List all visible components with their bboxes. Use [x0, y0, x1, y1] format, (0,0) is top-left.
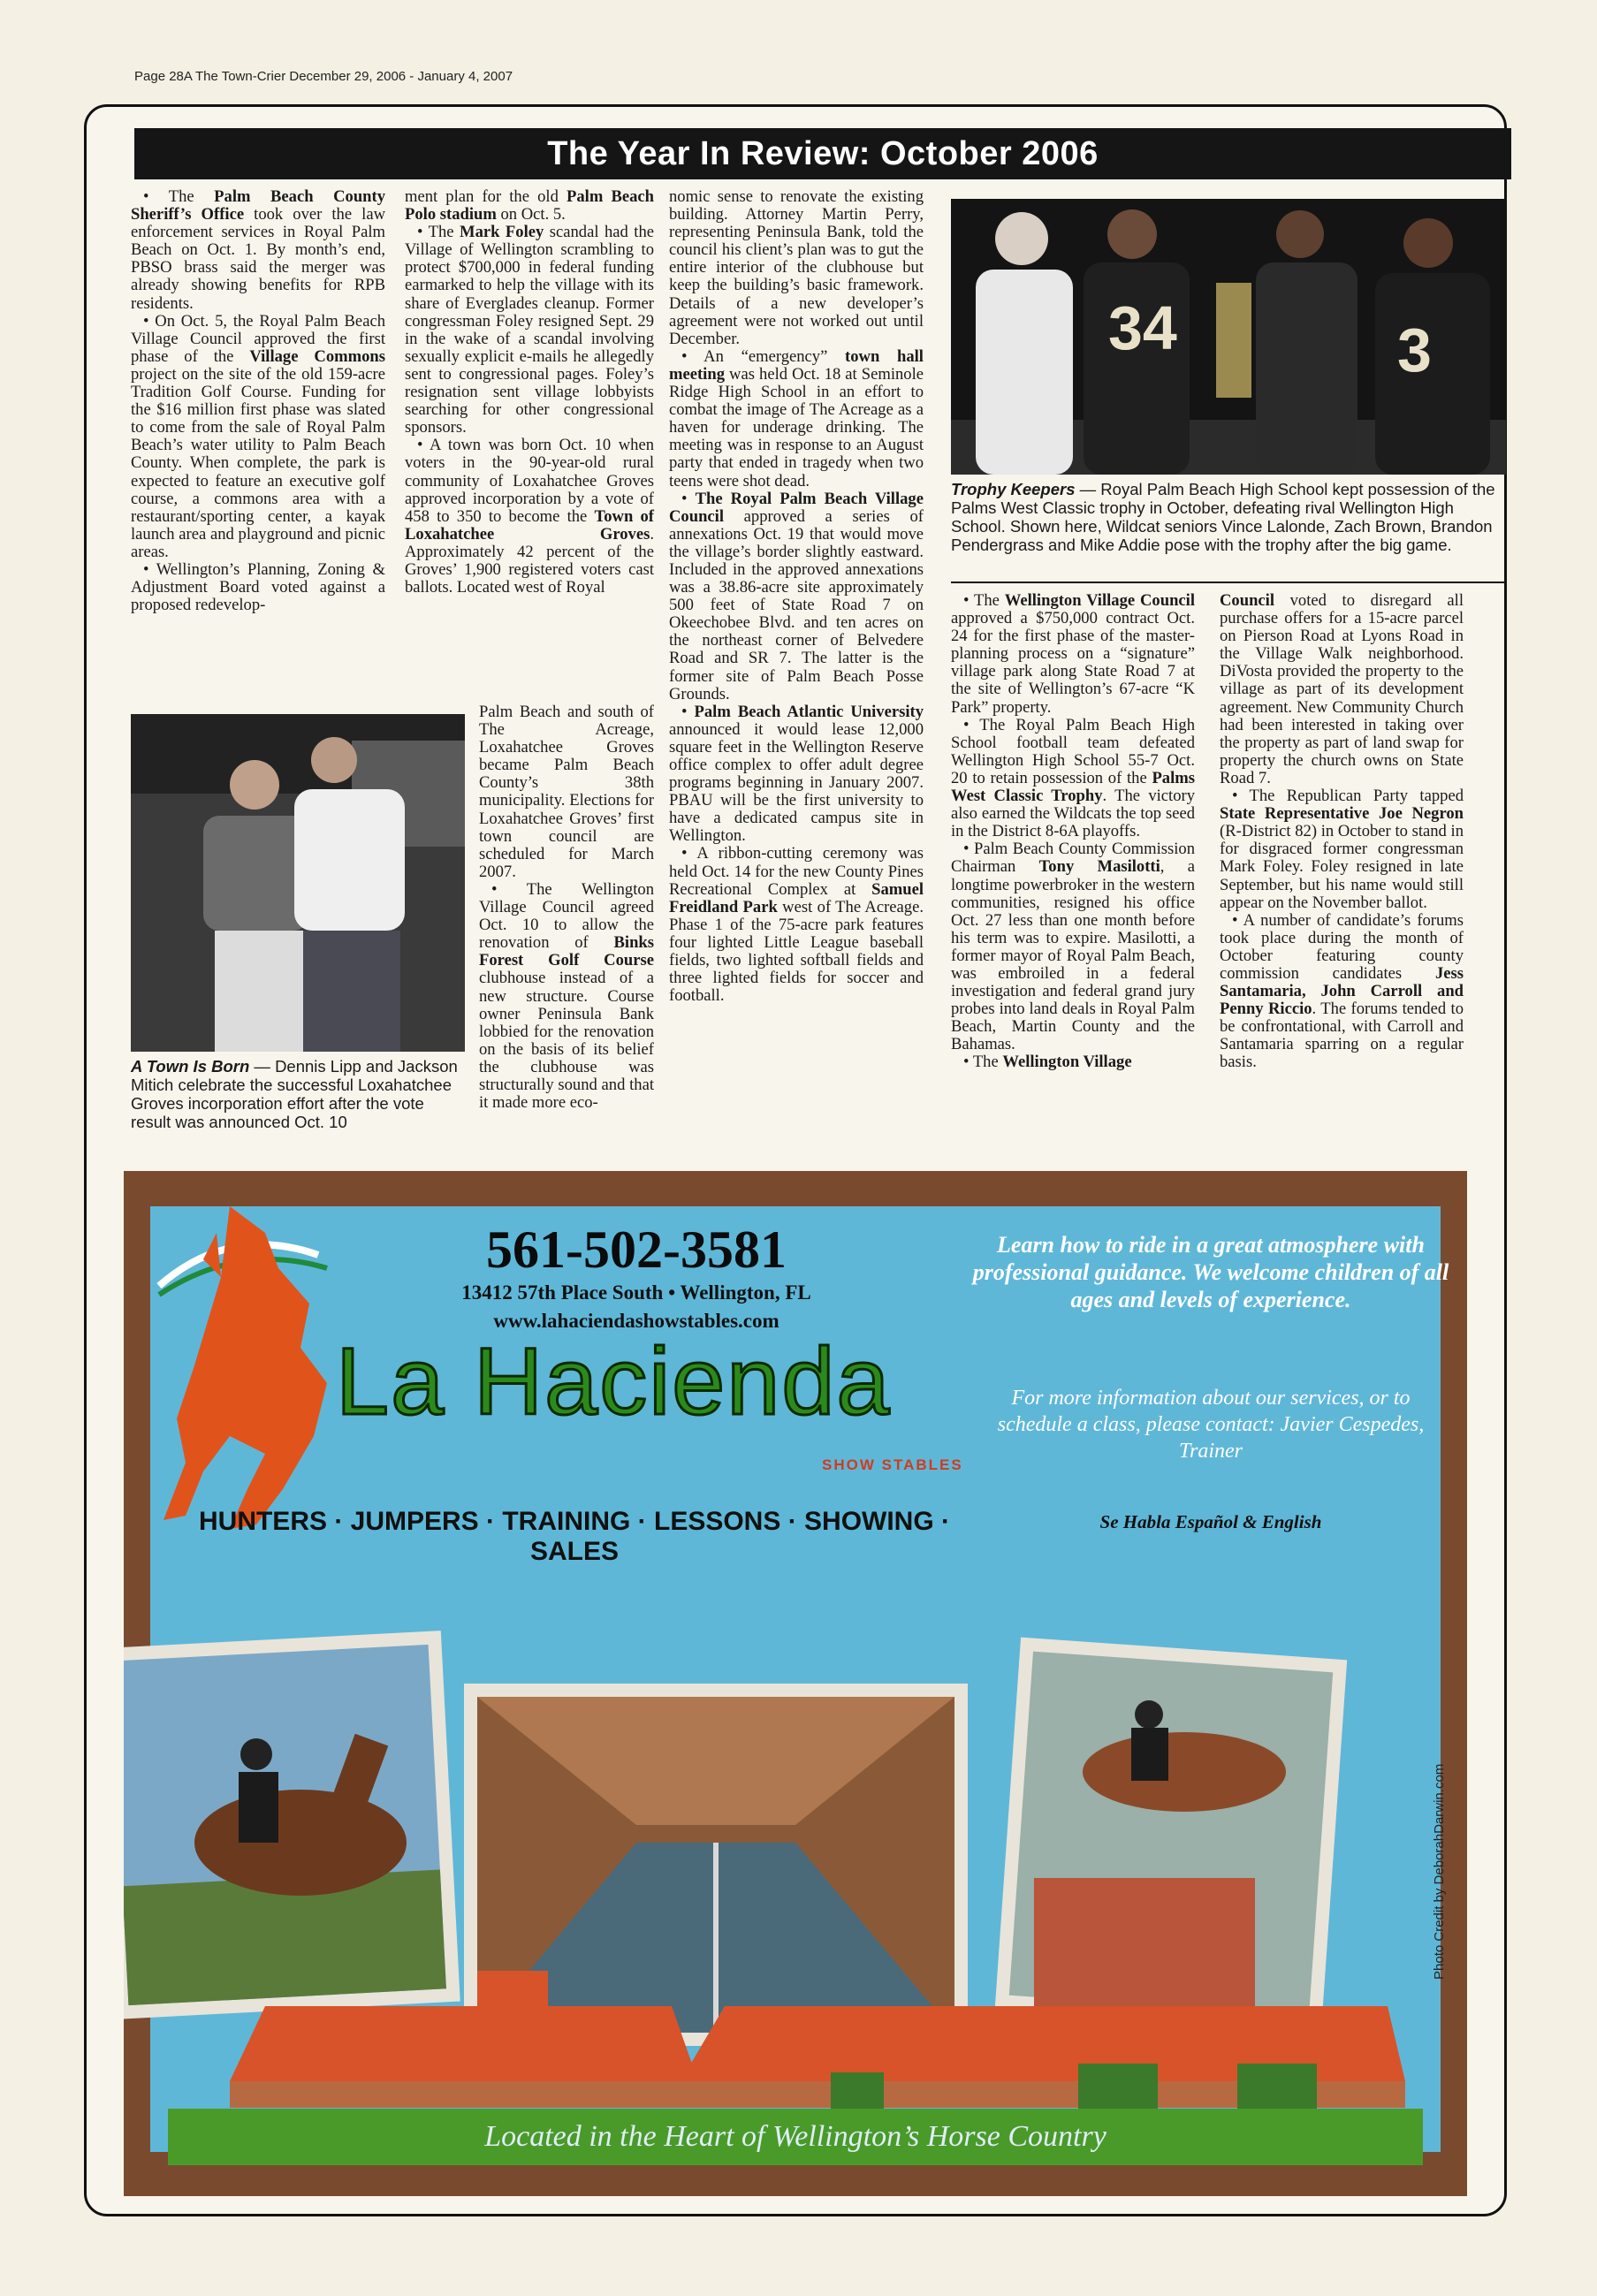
- running-head: Page 28A The Town-Crier December 29, 2006 - January 4, 2007: [134, 69, 513, 84]
- article-paragraph: • The Royal Palm Beach High School football team defeated Wellington High School 55-7 Oct. 20 to retain possession of the Palms West Classic Trophy. The victory also earned the Wildcats the top seed in the District 8-6A playoffs.: [951, 715, 1195, 841]
- ad-logo-subtitle: SHOW STABLES: [822, 1456, 963, 1473]
- svg-text:34: 34: [1108, 293, 1177, 362]
- article-paragraph: • The Wellington Village: [963, 1053, 1132, 1072]
- article-paragraph: • The Wellington Village Council agreed Oct. 10 to allow the renovation of Binks Forest Golf Course clubhouse instead of a new structure. Course owner Peninsula Bank lobbied for the renovation on the basis of its belief the clubhouse was structurally sound and that it made more eco-: [479, 879, 654, 1113]
- caption-town-is-born: [131, 1057, 467, 1131]
- men-celebrating-image: [131, 714, 465, 1052]
- article-paragraph: • An “emergency” town hall meeting was held Oct. 18 at Seminole Ridge High School in an effort to combat the image of The Acreage as a haven for underage drinking. The meeting was in response to an August party that ended in tragedy when two teens were shot dead.: [669, 346, 924, 490]
- article-column-4: [951, 592, 1195, 1072]
- ad-photo-credit: Photo Credit by DeborahDarwin.com: [1432, 1763, 1447, 1980]
- caption-text: — Royal Palm Beach High School kept possession of the Palms West Classic trophy in October, defeating rival Wellington High School. Shown here, Wildcat seniors Vince Lalonde, Zach Brown, Brandon Pendergrass and Mike Addie pose with the trophy after the big game.: [951, 480, 1495, 554]
- article-column-2: [405, 188, 654, 597]
- caption-lead: A Town Is Born: [131, 1057, 250, 1076]
- rearing-horse-logo-icon: [164, 1206, 327, 1529]
- article-paragraph: Council voted to disregard all purchase offers for a 15-acre parcel on Pierson Road at Lyons Road in the Village Walk neighborhood. DiVosta provided the property to the village as part of its development agreement. New Community Church had been interested in taking over the property as part of land swap for property the church owns on State Road 7.: [1220, 591, 1464, 787]
- ad-logo-text: La Hacienda: [336, 1327, 892, 1434]
- caption-trophy-keepers: [951, 480, 1506, 554]
- article-paragraph: Palm Beach and south of The Acreage, Loxahatchee Groves became Palm Beach County’s 38th municipality. Elections for Loxahatchee Groves’ first town council are scheduled for March 2007.: [479, 703, 654, 881]
- ad-website: www.lahaciendashowstables.com: [493, 1310, 779, 1332]
- article-paragraph: nomic sense to renovate the existing building. Attorney Martin Perry, representing Peninsula Bank, told the council his client’s plan was to gut the entire interior of the clubhouse but keep the building’s basic framework. Details of a new developer’s agreement were not worked out until December.: [669, 187, 924, 348]
- ad-services-list: HUNTERS · JUMPERS · TRAINING · LESSONS · SHOWING · SALES: [198, 1507, 951, 1566]
- article-paragraph: • The Mark Foley scandal had the Village of Wellington scrambling to protect $700,000 in federal funding earmarked to help the village with its share of Everglades cleanup. Former congressman Foley resigned Sept. 29 in the wake of a scandal involving sexually explicit e-mails he allegedly sent to congressional pages. Foley’s resignation sent village lobbyists searching for other congressional sponsors.: [405, 223, 654, 437]
- article-paragraph: • The Royal Palm Beach Village Council approved a series of annexations Oct. 19 that would move the village’s border slightly eastward. Included in the approved annexations was a 38.86-acre site approximately 500 feet of State Road 7 on Okeechobee Blvd. and ten acres on the northeast corner of Belvedere Road and SR 7. The latter is the former site of Palm Beach Posse Grounds.: [669, 489, 924, 703]
- caption-divider-line: [951, 582, 1506, 583]
- ad-contact-info: For more information about our services, or to schedule a class, please contact: Javier Cespedes, Trainer: [997, 1387, 1425, 1463]
- ad-languages: Se Habla Español & English: [1099, 1511, 1322, 1532]
- article-paragraph: • Wellington’s Planning, Zoning & Adjustment Board voted against a proposed redevelop-: [131, 559, 385, 615]
- article-paragraph: • A town was born Oct. 10 when voters in the 90-year-old rural community of Loxahatchee Groves approved incorporation by a vote of 458 to 350 to become the Town of Loxahatchee Groves. Approximately 42 percent of the Groves’ 1,900 registered voters cast ballots. Located west of Royal: [405, 436, 654, 597]
- article-paragraph: • Palm Beach County Commission Chairman Tony Masilotti, a longtime powerbroker in the western communities, resigned his office Oct. 27 less than one month before his term was to expire. Masilotti, a former mayor of Royal Palm Beach, was embroiled in a federal investigation and federal grand jury probes into land deals in Royal Palm Beach, Martin County and the Bahamas.: [951, 840, 1195, 1054]
- article-column-2-continued: [479, 703, 654, 1112]
- ad-description: Learn how to ride in a great atmosphere with professional guidance. We welcome children of all ages and levels of experience.: [972, 1232, 1449, 1312]
- ad-address: 13412 57th Place South • Wellington, FL: [461, 1281, 811, 1304]
- article-paragraph: • A ribbon-cutting ceremony was held Oct. 14 for the new County Pines Recreational Complex at Samuel Freidland Park west of The Acreage. Phase 1 of the 75-acre park features four lighted Little League baseball fields, two lighted softball fields and three lighted fields for soccer and football.: [669, 844, 924, 1006]
- article-paragraph: • A number of candidate’s forums took place during the month of October featuring county commission candidates Jess Santamaria, John Carroll and Penny Riccio. The forums tended to be confrontational, with Carroll and Santamaria sparring on a regular basis.: [1220, 910, 1464, 1072]
- photo-town-is-born: [131, 714, 465, 1052]
- article-paragraph: • The Wellington Village Council approved a $750,000 contract Oct. 24 for the first phase of the master-planning process on a “signature” village park along State Road 7 at the site of Wellington’s 67-acre “K Park” property.: [951, 591, 1195, 717]
- caption-lead: Trophy Keepers: [951, 480, 1076, 498]
- rider-photo-left: [124, 1631, 460, 2019]
- section-banner: The Year In Review: October 2006: [134, 128, 1511, 179]
- article-paragraph: ment plan for the old Palm Beach Polo stadium on Oct. 5.: [405, 187, 654, 224]
- article-paragraph: • The Palm Beach County Sheriff’s Office took over the law enforcement services in Royal Palm Beach on Oct. 1. By month’s end, PBSO brass said the merger was already showing benefits for RPB residents.: [131, 187, 385, 313]
- football-players-image: [951, 199, 1506, 475]
- photo-trophy-keepers: [951, 199, 1506, 475]
- article-paragraph: • The Republican Party tapped State Representative Joe Negron (R-District 82) in October to stand in for disgraced former congressman Mark Foley. Foley resigned in late September, but his name would still appear on the November ballot.: [1220, 787, 1464, 912]
- ad-tagline: Located in the Heart of Wellington’s Horse Country: [168, 2109, 1423, 2165]
- article-paragraph: • Palm Beach Atlantic University announced it would lease 12,000 square feet in the Wellington Reserve office complex to offer adult degree programs beginning in January 2007. PBAU will be the first university to have a dedicated campus site in Wellington.: [669, 702, 924, 846]
- article-column-1: [131, 188, 385, 614]
- article-paragraph: • On Oct. 5, the Royal Palm Beach Village Council approved the first phase of the Village Commons project on the site of the old 159-acre Tradition Golf Course. Funding for the $16 million first phase was slated to come from the sale of Royal Palm Beach’s water utility to Palm Beach County. When complete, the park is expected to feature an executive golf course, a commons area with a restaurant/sporting center, a kayak launch area and playground and picnic areas.: [131, 311, 385, 561]
- article-column-3: [669, 188, 924, 1005]
- article-column-5: [1220, 592, 1464, 1072]
- jumper-photo-right: [995, 1638, 1347, 2031]
- svg-text:3: 3: [1397, 316, 1432, 384]
- caption-text: — Dennis Lipp and Jackson Mitich celebrate the successful Loxahatchee Groves incorporation effort after the vote result was announced Oct. 10: [131, 1057, 458, 1131]
- ad-phone-number: 561-502-3581: [486, 1220, 787, 1279]
